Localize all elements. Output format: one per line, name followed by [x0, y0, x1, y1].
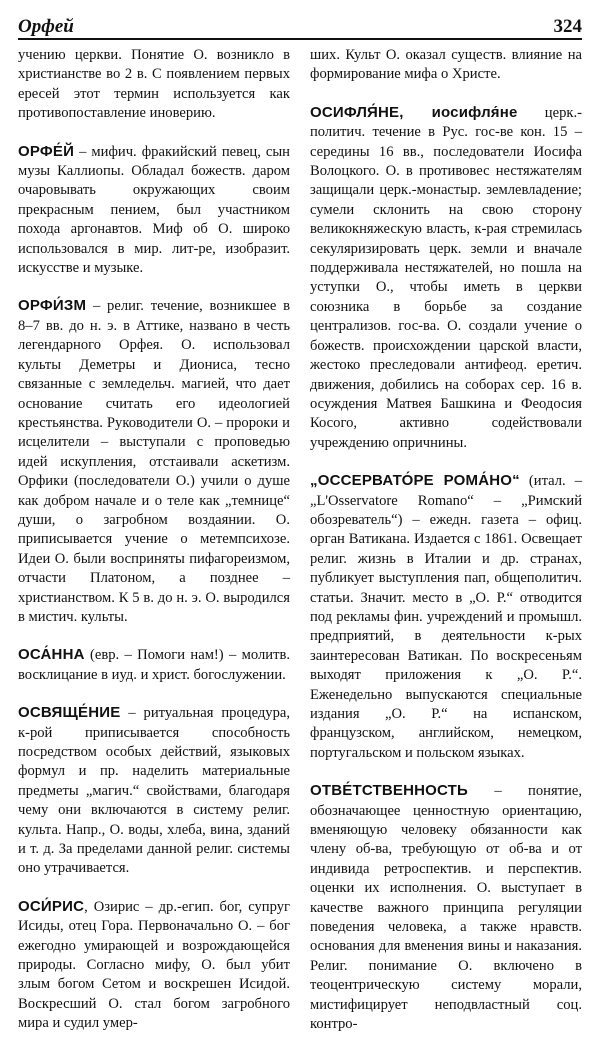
entry-text: – мифич. фракийский певец, сын музы Каллиопы. Обладал божеств. даром очаровывать окружающих своим прекрасным пением, был участником похода аргонавтов. Миф об О. широко использовался в мир. лит-ре, изобразит. искусстве и музыке. [18, 143, 290, 277]
entry-headword: ОРФЕ́Й [18, 142, 75, 160]
entry-text: – религ. течение, возникшее в 8–7 вв. до н. э. в Аттике, названо в честь легендарного Орфея. О. использовал культы Деметры и Диониса, тесно связанные с земледельч. магией, что дает основание считать его идеологией крестьянства. Руководители О. – пророки и исцелители – выступали с проповедью идей искупления, отстаивали аскетизм. Орфики (последователи О.) учили о душе как добром начале и о теле как „темнице“ души, о загробном воздаянии. О. приписывается учение о метемпсихозе. Идеи О. были восприняты пифагореизмом, отчасти Платоном, а позднее – христианством. К 5 в. до н. э. О. выродился в мистич. культы. [18, 298, 290, 625]
entry-osservatore-romano [310, 471, 582, 763]
page-number: 324 [553, 16, 582, 37]
entry-orfizm [18, 296, 290, 627]
entry-text: учению церкви. Понятие О. возникло в христианстве во 2 в. С появлением первых ересей этот термин используется как противопоставление иноверию. [18, 47, 290, 122]
entry-osiris [18, 897, 290, 1034]
left-column [18, 46, 290, 1053]
entry-text: – ритуальная процедура, к-рой приписывается способность посредством особых действий, языковых формул и пр. наделить материальные предметы „магич.“ свойствами, благодаря чему они включаются в систему религ. культа. Напр., О. воды, хлеба, вина, зданий и т. д. За пределами данной религ. системы оно утрачивается. [18, 705, 290, 877]
entry-text: (итал. – „L'Osservatore Romano“ – „Римский обозреватель“) – ежедн. газета – офиц. орган Ватикана. Издается с 1861. Освещает религ. жизнь в Италии и др. странах, публикует выступления пап, общеполитич. статьи. Значит. место в „О. Р.“ отводится под рекламы фин. учреждений и промышл. предприятий, в деятельности к-рых заинтересован Ватикан. По воскресеньям выходят приложения к „О. Р.“. Еженедельно выпускаются специальные издания „О. Р.“ на испанском, французском, английском, немецком, португальском и польском языках. [310, 473, 583, 761]
entry-text: церк.-политич. течение в Рус. гос-ве кон. 15 – середины 16 вв., последователи Иосифа Волоцкого. О. в противовес нестяжателям защищали церк.-монастыр. землевладение; сумели склонить на свою сторону великокняжескую власть, к-рая стремилась секуляризировать церк. земли и вначале поддерживала нестяжателей, но пошла на уступки О., чтобы иметь в церкви союзника в борьбе за создание централизов. гос-ва. О. создали учение о божеств. происхождении царской власти, жестоко преследовали антифеод. еретич. движения, добились на соборах сер. 16 в. осуждения Матвея Башкина и Феодосия Косого, активно содействовали учреждению опричнины. [310, 104, 582, 451]
entry-osiflyane [310, 103, 582, 453]
entry-text: , Озирис – др.-егип. бог, супруг Исиды, отец Гора. Первоначально О. – бог ежегодно умирающей и возрождающейся природы. Согласно мифу, О. был убит злым богом Сетом и воскрешен Исидой. Воскресший О. стал богом загробного мира и судил умер- [18, 898, 290, 1032]
right-column [310, 46, 582, 1053]
entry-continuation-left [18, 46, 290, 124]
entry-osanna [18, 645, 290, 685]
running-header [18, 14, 582, 40]
running-head-title: Орфей [18, 16, 74, 37]
entry-headword: ОСИ́РИС [18, 897, 85, 915]
entry-text: – понятие, обозначающее ценностную ориентацию, вменяющую человеку обязанности как члену об-ва, требующую от об-ва и от индивида ретроспектив. и перспектив. оценки их исполнения. О. выступает в качестве важного принципа регуляции поведения человека, а также нравств. основания для вменения вины и наказания. Религ. понимание О. включено в теоцентрическую систему морали, мистифицирует неподвластный соц. контро- [310, 783, 582, 1033]
entry-text: (евр. – Помоги нам!) – молитв. восклицание в иуд. и христ. богослужении. [18, 647, 290, 683]
entry-otvetstvennost [310, 781, 582, 1034]
entry-headword: ОСА́ННА [18, 646, 85, 664]
entry-continuation-right [310, 46, 582, 85]
entry-headword: ОРФИ́ЗМ [18, 297, 87, 315]
entry-osvyashchenie [18, 703, 290, 879]
two-column-body [18, 46, 582, 1053]
entry-headword-variant: , иосифля́не [399, 103, 518, 121]
entry-headword: ОТВЕ́ТСТВЕННОСТЬ [310, 782, 469, 800]
entry-headword: ОСВЯЩЕ́НИЕ [18, 704, 121, 722]
entry-headword: ОСИФЛЯ́НЕ [310, 103, 400, 121]
entry-headword: „ОССЕРВАТО́РЕ РОМА́НО“ [310, 472, 520, 490]
entry-orfey [18, 142, 290, 279]
entry-text: ших. Культ О. оказал существ. влияние на формирование мифа о Христе. [310, 47, 582, 83]
